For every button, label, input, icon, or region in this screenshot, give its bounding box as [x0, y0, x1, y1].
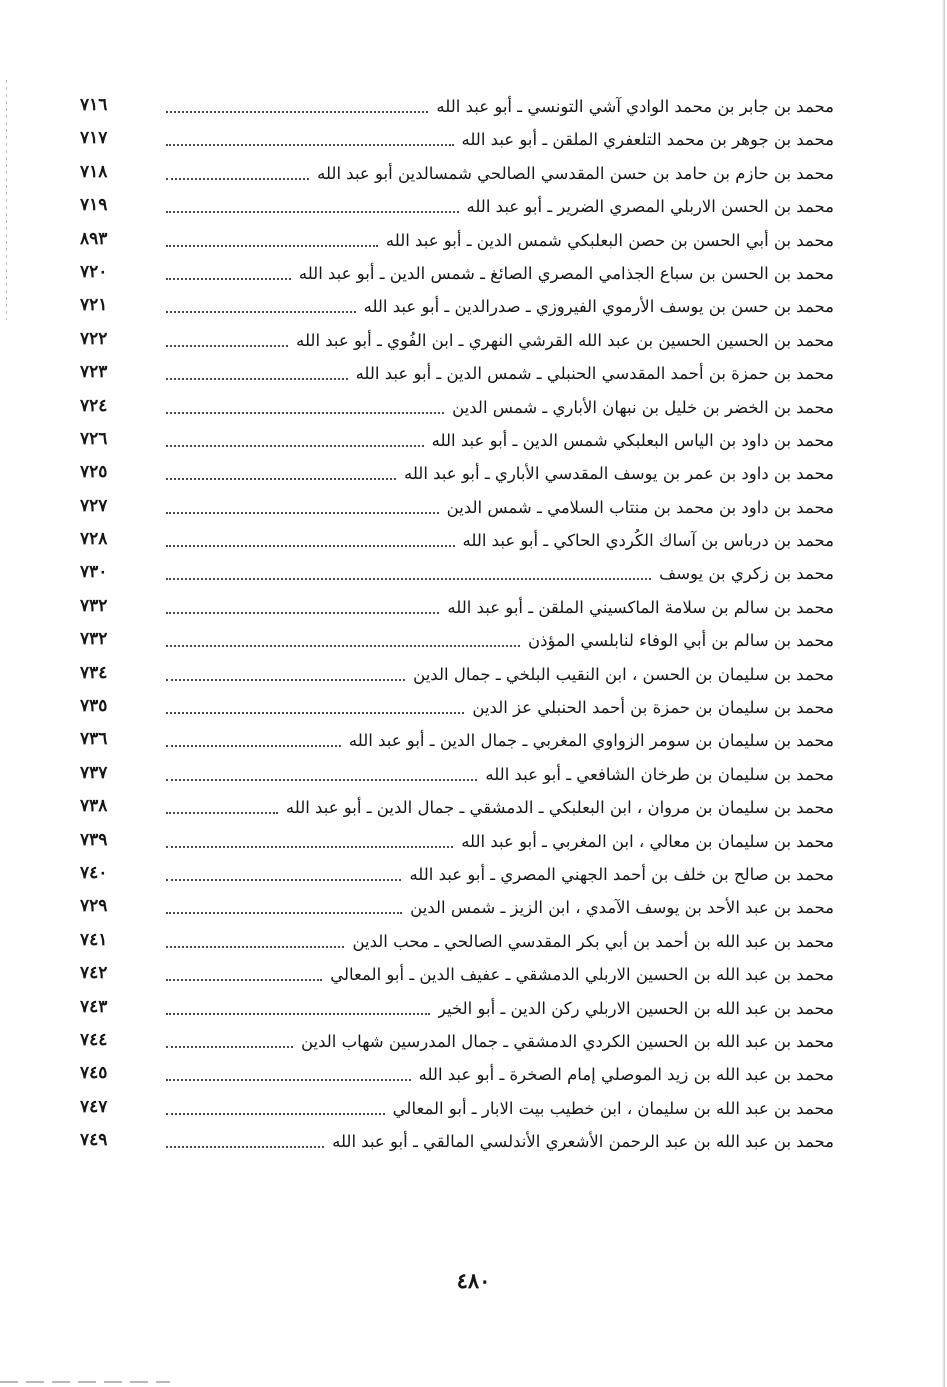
entry-name: محمد بن عبد الله بن سليمان ، ابن خطيب بيت الابار ـ أبو المعالي [392, 1098, 834, 1118]
entry-page-number: ٧٣٧ [80, 762, 108, 783]
entry-name: محمد بن سالم بن أبي الوفاء لنابلسي المؤذن [527, 631, 834, 651]
index-entry [80, 1059, 834, 1092]
entry-page-number: ٧٣٠ [80, 562, 108, 583]
index-entry [80, 625, 834, 658]
dot-leader [166, 812, 278, 814]
dot-leader [166, 1146, 324, 1148]
entry-page-number: ٧١٩ [80, 195, 108, 216]
index-entry [80, 892, 834, 925]
dot-leader [166, 645, 520, 647]
entry-page-number: ٧٢٢ [80, 328, 108, 349]
index-entry [80, 291, 834, 324]
dot-leader [166, 211, 459, 213]
entry-name: محمد بن الخضر بن خليل بن نبهان الأباري ـ شمس الدين [452, 397, 834, 417]
index-entry [80, 358, 834, 391]
entry-name: محمد بن عبد الله بن عبد الرحمن الأشعري الأندلسي المالقي ـ أبو عبد الله [332, 1132, 834, 1152]
entry-name: محمد بن حازم بن حامد بن حسن المقدسي الصالحي شمسالدين أبو عبد الله [317, 163, 834, 183]
entry-page-number: ٧٢١ [80, 295, 108, 316]
dot-leader [166, 745, 341, 747]
index-entry [80, 959, 834, 992]
entry-page-number: ٧٤٩ [80, 1130, 108, 1151]
scan-edge-left [6, 80, 7, 320]
entry-name: محمد بن سليمان بن مروان ، ابن البعلبكي ـ الدمشقي ـ جمال الدين ـ أبو عبد الله [285, 798, 834, 818]
dot-leader [166, 1046, 293, 1048]
entry-name: محمد بن حسن بن يوسف الأرموي الفيروزي ـ صدرالدين ـ أبو عبد الله [363, 297, 834, 317]
entry-name: محمد بن عبد الله بن الحسين الاربلي ركن الدين ـ أبو الخير [437, 998, 834, 1018]
entry-page-number: ٧١٨ [80, 161, 108, 182]
entry-page-number: ٧٣٥ [80, 696, 108, 717]
index-entry [80, 792, 834, 825]
entry-page-number: ٧٢٤ [80, 395, 108, 416]
index-entry [80, 191, 834, 224]
entry-name: محمد بن سليمان بن طرخان الشافعي ـ أبو عبد الله [485, 764, 834, 784]
index-entry [80, 759, 834, 792]
entry-page-number: ٧٢٧ [80, 495, 108, 516]
entry-page-number: ٧١٧ [80, 128, 108, 149]
entry-page-number: ٧٤٥ [80, 1063, 108, 1084]
dot-leader [166, 578, 651, 580]
entry-name: محمد بن الحسين الحسين بن عبد الله القرشي النهري ـ ابن الفُوي ـ أبو عبد الله [296, 330, 834, 350]
entry-page-number: ٧٢٠ [80, 261, 108, 282]
dot-leader [166, 712, 464, 714]
entry-page-number: ٧٢٨ [80, 529, 108, 550]
entry-page-number: ٧٤٧ [80, 1096, 108, 1117]
dot-leader [166, 879, 401, 881]
index-entry [80, 558, 834, 591]
dot-leader [166, 679, 405, 681]
dot-leader [166, 545, 455, 547]
dot-leader [166, 1113, 385, 1115]
entry-name: محمد بن حمزة بن أحمد المقدسي الحنبلي ـ شمس الدين ـ أبو عبد الله [355, 364, 834, 384]
entry-name: محمد بن أبي الحسن بن حصن البعلبكي شمس الدين ـ أبو عبد الله [385, 230, 834, 250]
index-entry [80, 225, 834, 258]
entry-page-number: ٧٣٦ [80, 729, 108, 750]
entry-name: محمد بن داود بن الياس البعلبكي شمس الدين ـ أبو عبد الله [431, 430, 834, 450]
dot-leader [166, 779, 477, 781]
index-entry [80, 325, 834, 358]
entry-page-number: ٧٤٢ [80, 963, 108, 984]
entry-name: محمد بن عبد الله بن الحسين الكردي الدمشقي ـ جمال المدرسين شهاب الدين [300, 1031, 834, 1051]
entry-name: محمد بن عبد الله بن زيد الموصلي إمام الصخرة ـ أبو عبد الله [418, 1065, 834, 1085]
entry-name: محمد بن سليمان بن الحسن ، ابن النقيب البلخي ـ جمال الدين [413, 664, 834, 684]
page-number: ٤٨٠ [456, 1268, 491, 1293]
index-entry [80, 993, 834, 1026]
entry-page-number: ٧٤١ [80, 929, 108, 950]
entry-page-number: ٧٢٥ [80, 462, 108, 483]
dot-leader [166, 245, 378, 247]
entry-name: محمد بن الحسن بن سباع الجذامي المصري الصائغ ـ شمس الدين ـ أبو عبد الله [298, 263, 834, 283]
entry-name: محمد بن سالم بن سلامة الماكسيني الملقن ـ أبو عبد الله [447, 597, 834, 617]
index-entry [80, 258, 834, 291]
index-entry [80, 492, 834, 525]
index-entry [80, 692, 834, 725]
index-entry [80, 158, 834, 191]
entry-name: محمد بن عبد الله بن أحمد بن أبي بكر المقدسي الصالحي ـ محب الدين [352, 931, 834, 951]
entry-page-number: ٧٢٩ [80, 896, 108, 917]
dot-leader [166, 512, 439, 514]
dot-leader [166, 979, 322, 981]
entry-page-number: ٧٣٩ [80, 829, 108, 850]
entry-name: محمد بن سليمان بن حمزة بن أحمد الحنبلي عز الدين [472, 698, 834, 718]
dot-leader [166, 378, 348, 380]
index-entry [80, 1126, 834, 1159]
index-entry [80, 425, 834, 458]
entry-page-number: ٧٤٤ [80, 1029, 108, 1050]
dot-leader [166, 278, 291, 280]
entry-name: محمد بن عبد الله بن الحسين الاربلي الدمشقي ـ عفيف الدين ـ أبو المعالي [330, 965, 834, 985]
dot-leader [166, 445, 424, 447]
index-entry [80, 859, 834, 892]
dot-leader [166, 912, 402, 914]
dot-leader [166, 412, 444, 414]
index-entry [80, 725, 834, 758]
entry-name: محمد بن عبد الأحد بن يوسف الآمدي ، ابن الزيز ـ شمس الدين [410, 898, 834, 918]
entry-name: محمد بن جابر بن محمد الوادي آشي التونسي ـ أبو عبد الله [436, 97, 834, 116]
index-entry [80, 458, 834, 491]
dot-leader [166, 144, 454, 146]
entry-name: محمد بن داود بن محمد بن منتاب السلامي ـ شمس الدين [446, 497, 834, 517]
entry-page-number: ٧٢٦ [80, 428, 108, 449]
entry-name: محمد بن جوهر بن محمد التلعفري الملقن ـ أبو عبد الله [461, 130, 834, 150]
dot-leader [166, 946, 344, 948]
index-list [80, 91, 834, 1160]
dot-leader [166, 178, 309, 180]
entry-name: محمد بن صالح بن خلف بن أحمد الجهني المصري ـ أبو عبد الله [409, 864, 834, 884]
entry-page-number: ٧٣٨ [80, 796, 108, 817]
index-entry [80, 659, 834, 692]
scan-edge-bottom [0, 1381, 170, 1383]
entry-name: محمد بن داود بن عمر بن يوسف المقدسي الأباري ـ أبو عبد الله [403, 464, 834, 484]
dot-leader [166, 345, 288, 347]
index-entry [80, 926, 834, 959]
entry-page-number: ٧٤٠ [80, 862, 108, 883]
dot-leader [166, 846, 453, 848]
entry-name: محمد بن سليمان بن سومر الزواوي المغربي ـ جمال الدين ـ أبو عبد الله [348, 731, 834, 751]
dot-leader [166, 111, 428, 113]
dot-leader [166, 612, 439, 614]
entry-page-number: ٧١٦ [80, 95, 108, 115]
entry-name: محمد بن سليمان بن معالي ، ابن المغربي ـ أبو عبد الله [461, 831, 834, 851]
index-entry [80, 592, 834, 625]
index-entry [80, 1093, 834, 1126]
entry-page-number: ٨٩٣ [80, 228, 108, 249]
entry-page-number: ٧٢٣ [80, 362, 108, 383]
entry-name: محمد بن زكري بن يوسف [659, 564, 834, 584]
entry-page-number: ٧٤٣ [80, 996, 108, 1017]
dot-leader [166, 1079, 411, 1081]
entry-name: محمد بن درباس بن آساك الكُردي الحاكي ـ أبو عبد الله [462, 531, 834, 551]
index-entry [80, 124, 834, 157]
index-entry [80, 392, 834, 425]
index-entry [80, 525, 834, 558]
entry-page-number: ٧٣٢ [80, 595, 108, 616]
entry-page-number: ٧٣٤ [80, 662, 108, 683]
index-entry [80, 91, 834, 124]
index-entry [80, 1026, 834, 1059]
scan-edge-right [942, 0, 945, 1387]
dot-leader [166, 311, 356, 313]
dot-leader [166, 478, 396, 480]
entry-name: محمد بن الحسن الاربلي المصري الضرير ـ أبو عبد الله [466, 197, 834, 217]
entry-page-number: ٧٣٢ [80, 629, 108, 650]
dot-leader [166, 1013, 430, 1015]
index-entry [80, 826, 834, 859]
